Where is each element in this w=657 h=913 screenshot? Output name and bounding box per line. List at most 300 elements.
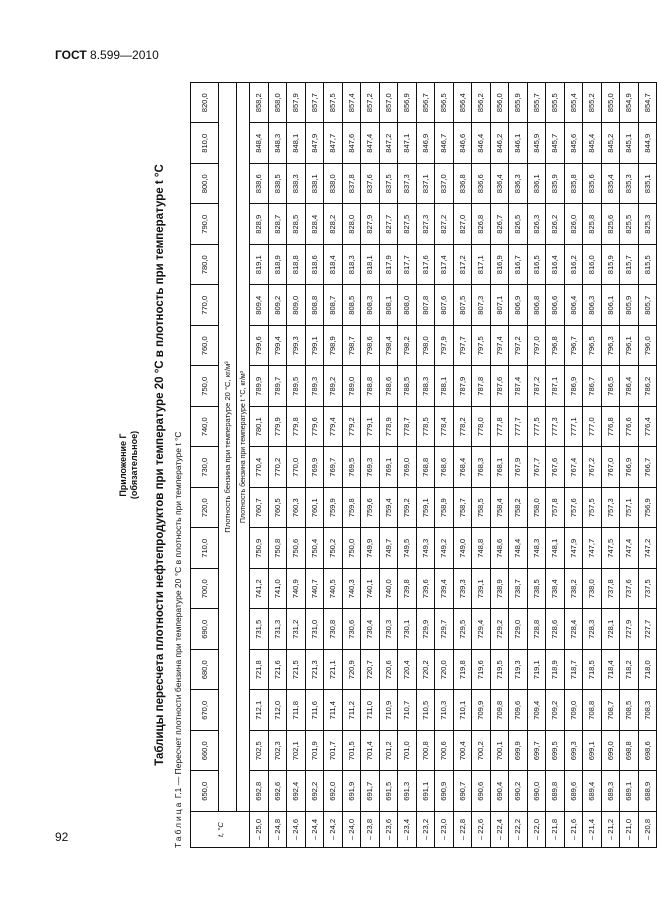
- density-cell: 816,0: [583, 245, 602, 286]
- density-cell: 779,2: [342, 407, 361, 448]
- density-cell: 709,4: [527, 690, 546, 731]
- density-cell: 847,1: [398, 123, 417, 164]
- density-cell: 690,6: [472, 771, 491, 812]
- table-row: [268, 83, 287, 848]
- temperature-cell: – 24,0: [342, 812, 361, 848]
- density-cell: 818,8: [287, 245, 306, 286]
- density-cell: 769,9: [305, 447, 324, 488]
- density-cell: 796,1: [620, 326, 639, 367]
- temperature-cell: – 23,4: [398, 812, 417, 848]
- density-cell: 757,5: [583, 488, 602, 529]
- density-cell: 836,8: [453, 164, 472, 205]
- density-cell: 827,0: [453, 204, 472, 245]
- density-cell: 719,8: [453, 650, 472, 691]
- temperature-cell: – 20,8: [638, 812, 657, 848]
- temperature-cell: – 22,0: [527, 812, 546, 848]
- density-cell: 786,2: [638, 366, 657, 407]
- density-cell: 796,3: [601, 326, 620, 367]
- density-cell: 805,7: [638, 285, 657, 326]
- density-cell: 737,8: [601, 569, 620, 610]
- column-header: 670,0: [191, 690, 219, 731]
- density-cell: 787,6: [490, 366, 509, 407]
- table-caption-label: Таблица: [173, 800, 183, 848]
- density-cell: 817,4: [435, 245, 454, 286]
- density-cell: 816,7: [509, 245, 528, 286]
- density-cell: 739,1: [472, 569, 491, 610]
- density-cell: 767,4: [564, 447, 583, 488]
- density-cell: 787,4: [509, 366, 528, 407]
- temperature-cell: – 22,6: [472, 812, 491, 848]
- density-cell: 828,4: [305, 204, 324, 245]
- density-cell: 777,7: [509, 407, 528, 448]
- density-cell: 799,4: [268, 326, 287, 367]
- density-cell: 807,8: [416, 285, 435, 326]
- density-cell: 809,4: [250, 285, 269, 326]
- density-cell: 857,7: [305, 83, 324, 124]
- density-cell: 767,9: [509, 447, 528, 488]
- density-cell: 699,3: [564, 731, 583, 772]
- density-cell: 728,3: [583, 609, 602, 650]
- density-cell: 778,7: [398, 407, 417, 448]
- density-cell: 718,2: [620, 650, 639, 691]
- temperature-cell: – 24,8: [268, 812, 287, 848]
- density-cell: 747,9: [564, 528, 583, 569]
- density-cell: 836,6: [472, 164, 491, 205]
- temperature-cell: – 21,0: [620, 812, 639, 848]
- density-cell: 776,4: [638, 407, 657, 448]
- column-header: 730,0: [191, 447, 219, 488]
- density-cell: 847,4: [361, 123, 380, 164]
- density-cell: 750,4: [305, 528, 324, 569]
- density-cell: 701,4: [361, 731, 380, 772]
- density-cell: 818,9: [268, 245, 287, 286]
- density-cell: 845,9: [527, 123, 546, 164]
- density-cell: 757,6: [564, 488, 583, 529]
- density-cell: 827,5: [398, 204, 417, 245]
- density-cell: 749,5: [398, 528, 417, 569]
- density-cell: 816,4: [546, 245, 565, 286]
- column-header: 770,0: [191, 285, 219, 326]
- density-cell: 700,4: [453, 731, 472, 772]
- density-cell: 788,3: [416, 366, 435, 407]
- density-cell: 808,0: [398, 285, 417, 326]
- density-cell: 699,0: [601, 731, 620, 772]
- density-cell: 818,1: [361, 245, 380, 286]
- density-cell: 816,9: [490, 245, 509, 286]
- density-cell: 806,6: [546, 285, 565, 326]
- density-cell: 798,6: [361, 326, 380, 367]
- density-cell: 710,1: [453, 690, 472, 731]
- density-cell: 758,4: [490, 488, 509, 529]
- density-cell: 768,4: [453, 447, 472, 488]
- density-cell: 796,7: [564, 326, 583, 367]
- document-header: [55, 48, 159, 62]
- density-cell: 759,1: [416, 488, 435, 529]
- density-cell: 730,8: [324, 609, 343, 650]
- density-cell: 817,2: [453, 245, 472, 286]
- density-cell: 700,1: [490, 731, 509, 772]
- density-cell: 787,8: [472, 366, 491, 407]
- density-cell: 737,6: [620, 569, 639, 610]
- density-cell: 739,4: [435, 569, 454, 610]
- density-cell: 748,6: [490, 528, 509, 569]
- density-cell: 767,7: [527, 447, 546, 488]
- density-cell: 857,2: [361, 83, 380, 124]
- density-cell: 760,5: [268, 488, 287, 529]
- density-cell: 708,5: [620, 690, 639, 731]
- density-cell: 835,1: [638, 164, 657, 205]
- density-cell: 692,8: [250, 771, 269, 812]
- table-row: [361, 83, 380, 848]
- density-cell: 788,6: [379, 366, 398, 407]
- density-cell: 739,6: [416, 569, 435, 610]
- density-cell: 858,2: [250, 83, 269, 124]
- table-caption: [173, 82, 183, 848]
- density-cell: 776,8: [601, 407, 620, 448]
- density-cell: 718,9: [546, 650, 565, 691]
- density-cell: 855,9: [509, 83, 528, 124]
- density-cell: 749,9: [361, 528, 380, 569]
- density-cell: 836,1: [527, 164, 546, 205]
- density-cell: 691,5: [379, 771, 398, 812]
- density-cell: 846,7: [435, 123, 454, 164]
- density-cell: 838,3: [287, 164, 306, 205]
- density-cell: 838,5: [268, 164, 287, 205]
- density-cell: 701,7: [324, 731, 343, 772]
- density-cell: 689,3: [601, 771, 620, 812]
- density-cell: 689,6: [564, 771, 583, 812]
- density-cell: 837,8: [342, 164, 361, 205]
- density-cell: 708,3: [638, 690, 657, 731]
- density-cell: 835,8: [564, 164, 583, 205]
- density-cell: 778,5: [416, 407, 435, 448]
- column-header: 820,0: [191, 83, 219, 124]
- density-cell: 718,4: [601, 650, 620, 691]
- density-cell: 719,1: [527, 650, 546, 691]
- density-cell: 808,1: [379, 285, 398, 326]
- density-cell: 856,7: [416, 83, 435, 124]
- density-cell: 747,2: [638, 528, 657, 569]
- table-row: [509, 83, 528, 848]
- density-cell: 786,9: [564, 366, 583, 407]
- density-cell: 756,9: [638, 488, 657, 529]
- group-header-bottom: Плотность бензина при температуре t °С, кг/м³: [237, 83, 250, 812]
- density-cell: 730,4: [361, 609, 380, 650]
- density-cell: 718,7: [564, 650, 583, 691]
- temperature-cell: – 21,6: [564, 812, 583, 848]
- density-cell: 827,3: [416, 204, 435, 245]
- density-cell: 798,0: [416, 326, 435, 367]
- density-cell: 856,2: [472, 83, 491, 124]
- table-row: [342, 83, 361, 848]
- column-header: 710,0: [191, 528, 219, 569]
- temperature-cell: – 21,8: [546, 812, 565, 848]
- density-cell: 779,1: [361, 407, 380, 448]
- density-cell: 760,3: [287, 488, 306, 529]
- density-cell: 719,6: [472, 650, 491, 691]
- density-cell: 848,3: [268, 123, 287, 164]
- density-cell: 701,5: [342, 731, 361, 772]
- density-cell: 702,5: [250, 731, 269, 772]
- density-cell: 789,2: [324, 366, 343, 407]
- density-cell: 806,3: [583, 285, 602, 326]
- density-cell: 758,2: [509, 488, 528, 529]
- density-cell: 769,0: [398, 447, 417, 488]
- density-cell: 825,5: [620, 204, 639, 245]
- density-cell: 749,2: [435, 528, 454, 569]
- density-cell: 760,7: [250, 488, 269, 529]
- column-header: 680,0: [191, 650, 219, 691]
- density-cell: 807,3: [472, 285, 491, 326]
- density-cell: 805,9: [620, 285, 639, 326]
- density-cell: 711,0: [361, 690, 380, 731]
- density-cell: 740,5: [324, 569, 343, 610]
- density-cell: 826,0: [564, 204, 583, 245]
- density-cell: 770,2: [268, 447, 287, 488]
- density-cell: 767,6: [546, 447, 565, 488]
- density-cell: 730,6: [342, 609, 361, 650]
- density-cell: 702,3: [268, 731, 287, 772]
- density-cell: 749,3: [416, 528, 435, 569]
- density-cell: 759,8: [342, 488, 361, 529]
- density-cell: 720,0: [435, 650, 454, 691]
- density-cell: 729,7: [435, 609, 454, 650]
- temperature-cell: – 25,0: [250, 812, 269, 848]
- temperature-cell: – 23,6: [379, 812, 398, 848]
- density-cell: 856,4: [453, 83, 472, 124]
- table-row: [472, 83, 491, 848]
- density-cell: 825,6: [601, 204, 620, 245]
- density-cell: 837,1: [416, 164, 435, 205]
- density-cell: 808,5: [342, 285, 361, 326]
- density-cell: 731,3: [268, 609, 287, 650]
- density-cell: 738,2: [564, 569, 583, 610]
- density-cell: 701,2: [379, 731, 398, 772]
- density-cell: 747,7: [583, 528, 602, 569]
- density-cell: 799,6: [250, 326, 269, 367]
- density-cell: 757,8: [546, 488, 565, 529]
- density-cell: 828,9: [250, 204, 269, 245]
- density-cell: 854,9: [620, 83, 639, 124]
- density-cell: 828,0: [342, 204, 361, 245]
- density-cell: 699,5: [546, 731, 565, 772]
- table-caption-number: Г.1: [173, 787, 183, 799]
- density-cell: 769,5: [342, 447, 361, 488]
- temperature-cell: – 21,2: [601, 812, 620, 848]
- density-cell: 749,0: [453, 528, 472, 569]
- density-cell: 846,6: [453, 123, 472, 164]
- density-cell: 740,9: [287, 569, 306, 610]
- density-cell: 768,6: [435, 447, 454, 488]
- temperature-cell: – 24,2: [324, 812, 343, 848]
- density-cell: 815,5: [638, 245, 657, 286]
- density-cell: 729,9: [416, 609, 435, 650]
- density-cell: 826,7: [490, 204, 509, 245]
- density-cell: 856,5: [435, 83, 454, 124]
- density-cell: 766,9: [620, 447, 639, 488]
- gost-label: ГОСТ: [55, 48, 87, 62]
- density-cell: 710,3: [435, 690, 454, 731]
- density-cell: 721,3: [305, 650, 324, 691]
- density-cell: 777,5: [527, 407, 546, 448]
- density-cell: 710,7: [398, 690, 417, 731]
- density-cell: 799,1: [305, 326, 324, 367]
- density-cell: 857,5: [324, 83, 343, 124]
- column-header: 720,0: [191, 488, 219, 529]
- table-row: [416, 83, 435, 848]
- table-row: [398, 83, 417, 848]
- table-row: [287, 83, 306, 848]
- density-cell: 789,7: [268, 366, 287, 407]
- density-cell: 855,4: [564, 83, 583, 124]
- density-cell: 796,8: [546, 326, 565, 367]
- density-cell: 789,5: [287, 366, 306, 407]
- density-cell: 689,8: [546, 771, 565, 812]
- density-cell: 711,2: [342, 690, 361, 731]
- density-cell: 779,6: [305, 407, 324, 448]
- density-cell: 798,2: [398, 326, 417, 367]
- density-cell: 719,5: [490, 650, 509, 691]
- density-cell: 778,2: [453, 407, 472, 448]
- density-cell: 710,9: [379, 690, 398, 731]
- density-cell: 826,3: [527, 204, 546, 245]
- density-cell: 709,6: [509, 690, 528, 731]
- density-cell: 727,9: [620, 609, 639, 650]
- density-cell: 767,2: [583, 447, 602, 488]
- density-cell: 700,8: [416, 731, 435, 772]
- density-cell: 729,0: [509, 609, 528, 650]
- density-cell: 847,9: [305, 123, 324, 164]
- density-cell: 797,0: [527, 326, 546, 367]
- density-cell: 806,8: [527, 285, 546, 326]
- density-cell: 848,4: [250, 123, 269, 164]
- density-cell: 708,7: [601, 690, 620, 731]
- density-cell: 857,4: [342, 83, 361, 124]
- density-cell: 720,6: [379, 650, 398, 691]
- density-cell: 699,7: [527, 731, 546, 772]
- density-cell: 835,3: [620, 164, 639, 205]
- density-cell: 768,8: [416, 447, 435, 488]
- density-cell: 720,4: [398, 650, 417, 691]
- density-cell: 731,5: [250, 609, 269, 650]
- density-cell: 845,6: [564, 123, 583, 164]
- density-cell: 741,0: [268, 569, 287, 610]
- density-cell: 807,1: [490, 285, 509, 326]
- density-cell: 757,1: [620, 488, 639, 529]
- density-cell: 778,4: [435, 407, 454, 448]
- table-row: [564, 83, 583, 848]
- density-cell: 806,1: [601, 285, 620, 326]
- density-cell: 698,6: [638, 731, 657, 772]
- density-cell: 796,0: [638, 326, 657, 367]
- density-cell: 797,9: [435, 326, 454, 367]
- density-cell: 750,0: [342, 528, 361, 569]
- column-header: 700,0: [191, 569, 219, 610]
- density-cell: 827,2: [435, 204, 454, 245]
- density-cell: 838,0: [324, 164, 343, 205]
- density-cell: 844,9: [638, 123, 657, 164]
- appendix-title: Приложение Г: [118, 433, 128, 497]
- density-cell: 807,5: [453, 285, 472, 326]
- density-cell: 780,1: [250, 407, 269, 448]
- density-cell: 691,9: [342, 771, 361, 812]
- density-cell: 769,7: [324, 447, 343, 488]
- density-cell: 845,4: [583, 123, 602, 164]
- density-cell: 847,7: [324, 123, 343, 164]
- temperature-cell: – 24,4: [305, 812, 324, 848]
- density-cell: 776,6: [620, 407, 639, 448]
- density-cell: 816,5: [527, 245, 546, 286]
- table-row: [583, 83, 602, 848]
- density-cell: 845,2: [601, 123, 620, 164]
- density-cell: 855,7: [527, 83, 546, 124]
- density-cell: 698,8: [620, 731, 639, 772]
- density-cell: 835,4: [601, 164, 620, 205]
- density-cell: 768,1: [490, 447, 509, 488]
- density-cell: 797,4: [490, 326, 509, 367]
- density-cell: 797,7: [453, 326, 472, 367]
- density-cell: 689,4: [583, 771, 602, 812]
- density-cell: 728,4: [564, 609, 583, 650]
- density-cell: 857,0: [379, 83, 398, 124]
- density-cell: 815,7: [620, 245, 639, 286]
- density-cell: 692,4: [287, 771, 306, 812]
- appendix-note: (обязательное): [129, 430, 139, 500]
- temperature-cell: – 21,4: [583, 812, 602, 848]
- density-cell: 688,9: [638, 771, 657, 812]
- density-cell: 836,4: [490, 164, 509, 205]
- density-cell: 740,3: [342, 569, 361, 610]
- density-cell: 777,8: [490, 407, 509, 448]
- rotated-content: [118, 82, 652, 848]
- density-cell: 789,0: [342, 366, 361, 407]
- density-cell: 721,6: [268, 650, 287, 691]
- column-header: 750,0: [191, 366, 219, 407]
- density-cell: 729,2: [490, 609, 509, 650]
- density-cell: 808,8: [305, 285, 324, 326]
- density-cell: 809,0: [287, 285, 306, 326]
- density-cell: 709,9: [472, 690, 491, 731]
- density-cell: 835,9: [546, 164, 565, 205]
- density-cell: 825,3: [638, 204, 657, 245]
- density-cell: 797,2: [509, 326, 528, 367]
- density-cell: 729,5: [453, 609, 472, 650]
- density-cell: 690,4: [490, 771, 509, 812]
- density-cell: 786,5: [601, 366, 620, 407]
- density-cell: 759,6: [361, 488, 380, 529]
- density-cell: 787,2: [527, 366, 546, 407]
- density-cell: 855,5: [546, 83, 565, 124]
- table-row: [250, 83, 269, 848]
- density-cell: 846,4: [472, 123, 491, 164]
- column-header: 800,0: [191, 164, 219, 205]
- density-cell: 739,3: [453, 569, 472, 610]
- density-cell: 748,1: [546, 528, 565, 569]
- table-row: [435, 83, 454, 848]
- density-cell: 826,8: [472, 204, 491, 245]
- density-cell: 708,8: [583, 690, 602, 731]
- density-cell: 691,1: [416, 771, 435, 812]
- density-cell: 769,1: [379, 447, 398, 488]
- density-cell: 808,7: [324, 285, 343, 326]
- density-cell: 788,5: [398, 366, 417, 407]
- density-cell: 749,7: [379, 528, 398, 569]
- density-cell: 847,2: [379, 123, 398, 164]
- density-cell: 738,5: [527, 569, 546, 610]
- density-cell: 846,2: [490, 123, 509, 164]
- density-cell: 758,5: [472, 488, 491, 529]
- temperature-cell: – 23,8: [361, 812, 380, 848]
